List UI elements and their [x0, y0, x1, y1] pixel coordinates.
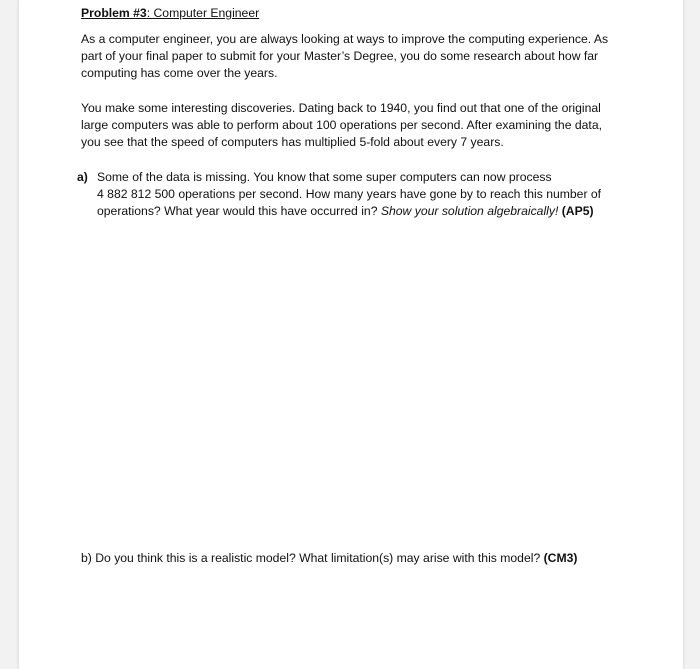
- question-a-code: (AP5): [558, 204, 594, 218]
- question-a-line-3-text: operations? What year would this have occurred in?: [97, 204, 381, 218]
- paragraph-line: you see that the speed of computers has multiplied 5-fold about every 7 years.: [81, 135, 504, 149]
- question-b-text: b) Do you think this is a realistic model? What limitation(s) may arise with this model?: [81, 551, 544, 565]
- intro-paragraph-2: [81, 100, 621, 151]
- document-page: [18, 0, 684, 669]
- question-a-line-3: [97, 203, 617, 220]
- problem-title: [81, 5, 259, 22]
- paragraph-line: part of your final paper to submit for your Master’s Degree, you do some research about how far: [81, 49, 599, 63]
- question-a-body: [97, 169, 617, 220]
- paragraph-line: large computers was able to perform about 100 operations per second. After examining the data,: [81, 118, 602, 132]
- paragraph-line: As a computer engineer, you are always looking at ways to improve the computing experience. As: [81, 32, 609, 46]
- problem-number: Problem #3: [81, 6, 147, 20]
- question-a-label: a): [77, 170, 88, 184]
- question-b: [81, 550, 577, 567]
- intro-paragraph-1: [81, 31, 621, 82]
- paragraph-line: computing has come over the years.: [81, 66, 278, 80]
- problem-name: : Computer Engineer: [146, 6, 260, 20]
- paragraph-line: You make some interesting discoveries. Dating back to 1940, you find out that one of the original: [81, 101, 601, 115]
- question-a-line-1: Some of the data is missing. You know that some super computers can now process: [97, 170, 552, 184]
- question-a-line-2: 4 882 812 500 operations per second. How many years have gone by to reach this number of: [97, 187, 602, 201]
- question-a-instruction: Show your solution algebraically!: [380, 204, 559, 218]
- question-b-code: (CM3): [543, 551, 578, 565]
